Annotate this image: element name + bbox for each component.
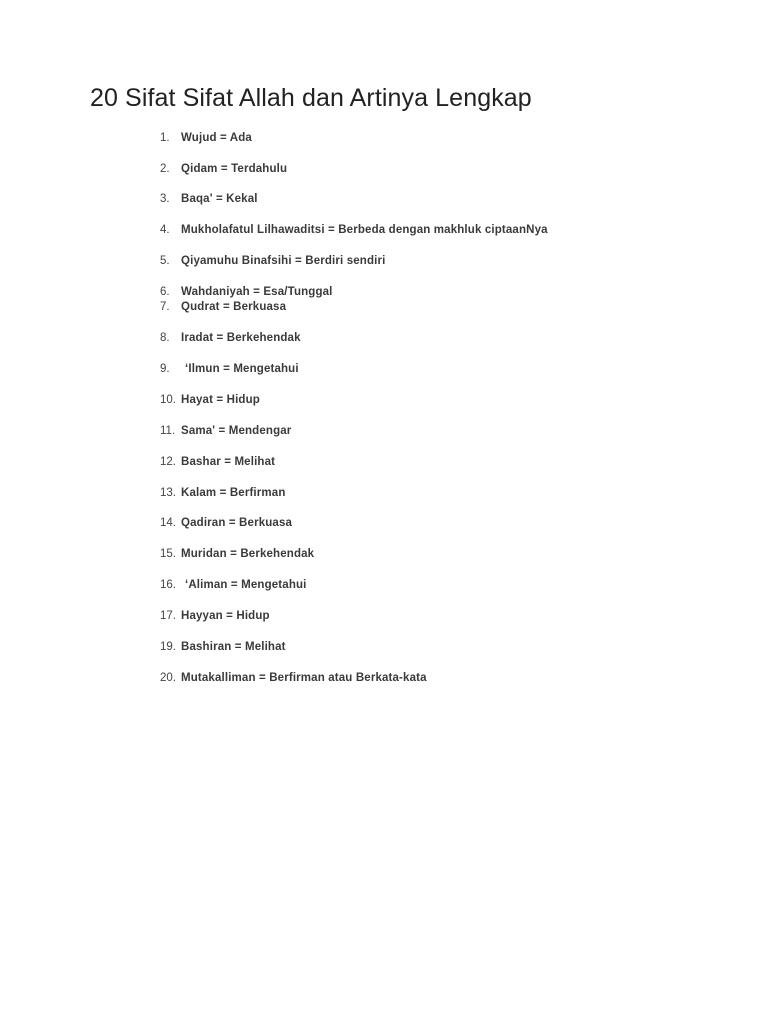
list-item-text: Qidam = Terdahulu xyxy=(181,163,288,175)
list-item-number: 11. xyxy=(160,425,176,437)
list-item-number: 17. xyxy=(160,610,176,622)
list-item-number: 19. xyxy=(160,641,176,653)
list-item-number: 9. xyxy=(160,363,170,375)
list-item-number: 2. xyxy=(160,163,170,175)
list-item-text: Hayat = Hidup xyxy=(181,394,260,406)
list-item-text: Hayyan = Hidup xyxy=(181,610,270,622)
list-item-number: 7. xyxy=(160,301,170,313)
list-item-number: 5. xyxy=(160,255,170,267)
list-item-text: Mutakalliman = Berfirman atau Berkata-kata xyxy=(181,672,427,684)
list-item-number: 16. xyxy=(160,579,176,591)
list-item-text: Wahdaniyah = Esa/Tunggal xyxy=(181,286,333,298)
list-item-text: ‘Aliman = Mengetahui xyxy=(185,579,307,591)
list-item-text: ‘Ilmun = Mengetahui xyxy=(185,363,299,375)
list-item-text: Baqa' = Kekal xyxy=(181,193,258,205)
list-item-text: Qiyamuhu Binafsihi = Berdiri sendiri xyxy=(181,255,386,267)
list-item-number: 15. xyxy=(160,548,176,560)
list-item-text: Bashar = Melihat xyxy=(181,456,276,468)
list-item-text: Muridan = Berkehendak xyxy=(181,548,315,560)
list-item-number: 4. xyxy=(160,224,170,236)
list-item-text: Wujud = Ada xyxy=(181,132,252,144)
list-item-number: 20. xyxy=(160,672,176,684)
list-item-text: Kalam = Berfirman xyxy=(181,487,286,499)
list-item-text: Mukholafatul Lilhawaditsi = Berbeda dengan makhluk ciptaanNya xyxy=(181,224,548,236)
list-item-number: 12. xyxy=(160,456,176,468)
list-item-number: 6. xyxy=(160,286,170,298)
list-item-number: 14. xyxy=(160,517,176,529)
list-item-text: Sama' = Mendengar xyxy=(181,425,292,437)
list-item-number: 8. xyxy=(160,332,170,344)
list-item-number: 3. xyxy=(160,193,170,205)
list-item-text: Iradat = Berkehendak xyxy=(181,332,301,344)
list-item-text: Qadiran = Berkuasa xyxy=(181,517,293,529)
list-item-text: Bashiran = Melihat xyxy=(181,641,286,653)
list-item-text: Qudrat = Berkuasa xyxy=(181,301,287,313)
page-title: 20 Sifat Sifat Allah dan Artinya Lengkap xyxy=(90,84,532,112)
list-item-number: 1. xyxy=(160,132,170,144)
list-item-number: 10. xyxy=(160,394,176,406)
list-item-number: 13. xyxy=(160,487,176,499)
